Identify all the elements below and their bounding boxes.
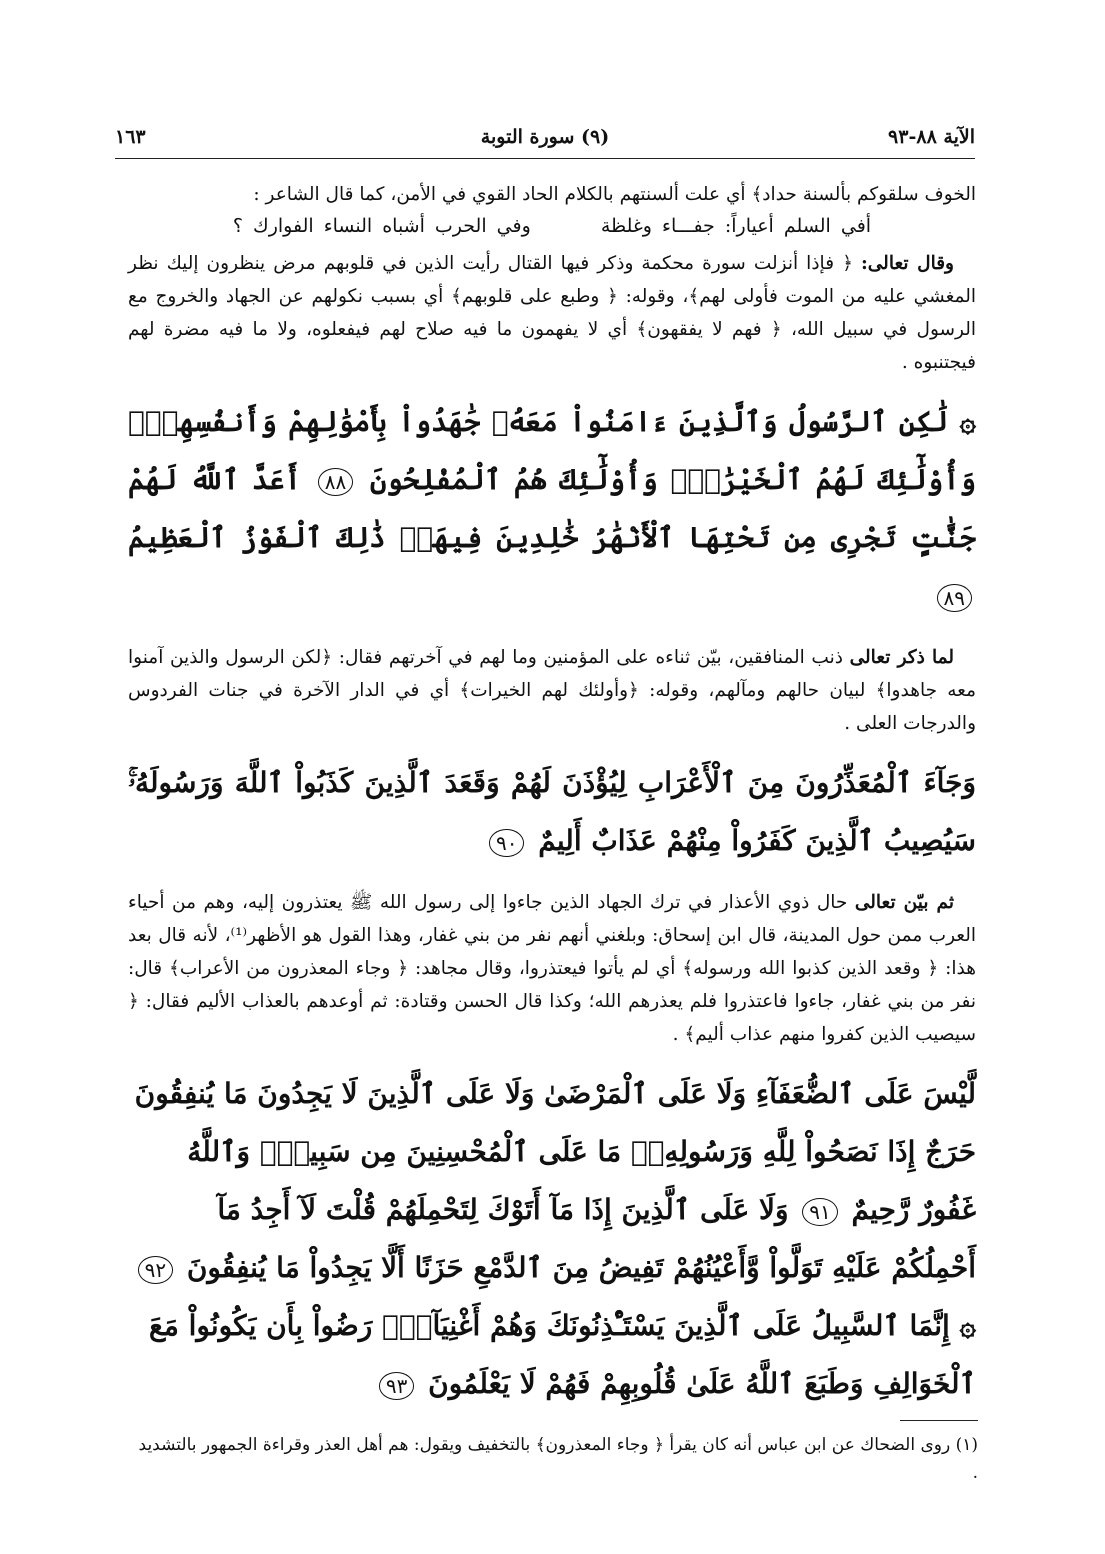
ayah-number-marker: ٩٠ xyxy=(489,829,524,857)
quran-verses-91-93 xyxy=(128,1065,976,1413)
quran-text: ۞ إِنَّمَا ٱلسَّبِيلُ عَلَى ٱلَّذِينَ يَسْتَـْٔذِنُونَكَ وَهُمْ أَغْنِيَآءُۚ رَضُواْ بِأَن يَكُونُواْ مَعَ ٱلْخَوَالِفِ وَطَبَعَ ٱللَّهُ عَلَىٰ قُلُوبِهِمْ فَهُمْ لَا يَعْلَمُونَ xyxy=(148,1309,976,1400)
page-number: ١٦٣ xyxy=(115,126,146,148)
poetry-verse xyxy=(128,215,976,237)
tafsir-paragraph-4 xyxy=(128,886,976,1051)
ayah-number-marker: ٩٣ xyxy=(379,1372,414,1400)
page-body xyxy=(128,178,976,1429)
poetry-second-hemistich: وفي الحرب أشباه النساء الفوارك ؟ xyxy=(232,215,531,237)
ayah-range: الآية ٨٨-٩٣ xyxy=(888,126,975,148)
ayah-number-marker: ٨٩ xyxy=(937,584,972,612)
quran-verse-90 xyxy=(128,754,976,870)
paragraph-text: ﴿ فإذا أنزلت سورة محكمة وذكر فيها القتال رأيت الذين في قلوبهم مرض ينظرون إليك نظر المغشي عليه من الموت فأولى لهم﴾، وقوله: ﴿ وطبع على قلوبهم﴾ أي بسبب نكولهم عن الجهاد والخروج مع الرسول في سبيل الله، ﴿ فهم لا يفقهون﴾ أي لا يفهمون ما فيه صلاح لهم فيفعلوه، ولا ما فيه مضرة لهم فيجتنبوه . xyxy=(128,253,976,373)
paragraph-text: حال ذوي الأعذار في ترك الجهاد الذين جاءوا إلى رسول الله ﷺ يعتذرون إليه، وهم من أحياء العرب ممن حول المدينة، قال ابن إسحاق: وبلغني أنهم نفر من بني غفار، وهذا القول هو الأظهر⁽¹⁾، لأنه قال بعد هذا: ﴿ وقعد الذين كذبوا الله ورسوله﴾ أي لم يأتوا فيعتذروا، وقال مجاهد: ﴿ وجاء المعذرون من الأعراب﴾ قال: نفر من بني غفار، جاءوا فاعتذروا فلم يعذرهم الله؛ وكذا قال الحسن وقتادة: ثم أوعدهم بالعذاب الأليم فقال: ﴿ سيصيب الذين كفروا منهم عذاب أليم﴾ . xyxy=(128,892,976,1045)
tafsir-paragraph-3 xyxy=(128,641,976,740)
header-divider xyxy=(115,158,975,159)
page-header xyxy=(115,120,975,160)
paragraph-text: ذنب المنافقين، بيّن ثناءه على المؤمنين وما لهم في آخرتهم فقال: ﴿لكن الرسول والذين آمنوا معه جاهدوا﴾ لبيان حالهم ومآلهم، وقوله: ﴿وأولئك لهم الخيرات﴾ أي في الدار الآخرة في جنات الفردوس والدرجات العلى . xyxy=(128,647,976,734)
paragraph-lead: ثم بيّن تعالى xyxy=(854,892,954,913)
quran-text: لَّيْسَ عَلَى ٱلضُّعَفَآءِ وَلَا عَلَى ٱلْمَرْضَىٰ وَلَا عَلَى ٱلَّذِينَ لَا يَجِدُونَ مَا يُنفِقُونَ حَرَجٌ إِذَا نَصَحُواْ لِلَّهِ وَرَسُولِهِۦۚ مَا عَلَى ٱلْمُحْسِنِينَ مِن سَبِيلٍۚ وَٱللَّهُ غَفُورٌ رَّحِيمٌ xyxy=(134,1077,976,1226)
quran-text: أَعَدَّ ٱللَّهُ لَهُمْ جَنَّٰتٍ تَجْرِى مِن تَحْتِهَا ٱلْأَنْهَٰرُ خَٰلِدِينَ فِيهَاۚ ذَٰلِكَ ٱلْفَوْزُ ٱلْعَظِيمُ xyxy=(128,463,976,554)
ayah-number-marker: ٩٢ xyxy=(138,1256,173,1284)
quran-text: ۞ لَٰكِنِ ٱلرَّسُولُ وَٱلَّذِينَ ءَامَنُواْ مَعَهُۥ جَٰهَدُواْ بِأَمْوَٰلِهِمْ وَأَنفُسِهِمْۚ وَأُوْلَٰٓئِكَ لَهُمُ ٱلْخَيْرَٰتُۖ وَأُوْلَٰٓئِكَ هُمُ ٱلْمُفْلِحُونَ xyxy=(128,405,977,496)
surah-title: (٩) سورة التوبة xyxy=(480,126,610,148)
ayah-number-marker: ٩١ xyxy=(802,1198,837,1226)
quran-verses-88-89 xyxy=(128,393,976,625)
tafsir-paragraph-1: الخوف سلقوكم بألسنة حداد﴾ أي علت ألسنتهم بالكلام الحاد القوي في الأمن، كما قال الشاعر : xyxy=(253,184,976,205)
footnote-divider xyxy=(900,1420,978,1421)
footnote: (١) روى الضحاك عن ابن عباس أنه كان يقرأ ﴿ وجاء المعذرون﴾ بالتخفيف ويقول: هم أهل العذر وقراءة الجمهور بالتشديد . xyxy=(138,1435,978,1483)
paragraph-lead: لما ذكر تعالى xyxy=(849,647,954,668)
paragraph-lead: وقال تعالى: xyxy=(860,253,954,274)
quran-text: وَلَا عَلَى ٱلَّذِينَ إِذَا مَآ أَتَوْكَ لِتَحْمِلَهُمْ قُلْتَ لَآ أَجِدُ مَآ أَحْمِلُكُمْ عَلَيْهِ تَوَلَّواْ وَّأَعْيُنُهُمْ تَفِيضُ مِنَ ٱلدَّمْعِ حَزَنًا أَلَّا يَجِدُواْ مَا يُنفِقُونَ xyxy=(186,1193,976,1284)
ayah-number-marker: ٨٨ xyxy=(318,468,353,496)
tafsir-paragraph-2 xyxy=(128,247,976,379)
quran-text: وَجَآءَ ٱلْمُعَذِّرُونَ مِنَ ٱلْأَعْرَابِ لِيُؤْذَنَ لَهُمْ وَقَعَدَ ٱلَّذِينَ كَذَبُواْ ٱللَّهَ وَرَسُولَهُۥۚ سَيُصِيبُ ٱلَّذِينَ كَفَرُواْ مِنْهُمْ عَذَابٌ أَلِيمٌ xyxy=(128,766,976,857)
poetry-first-hemistich: أفي السلم أعياراً: جفـــاء وغلظة xyxy=(600,215,872,237)
